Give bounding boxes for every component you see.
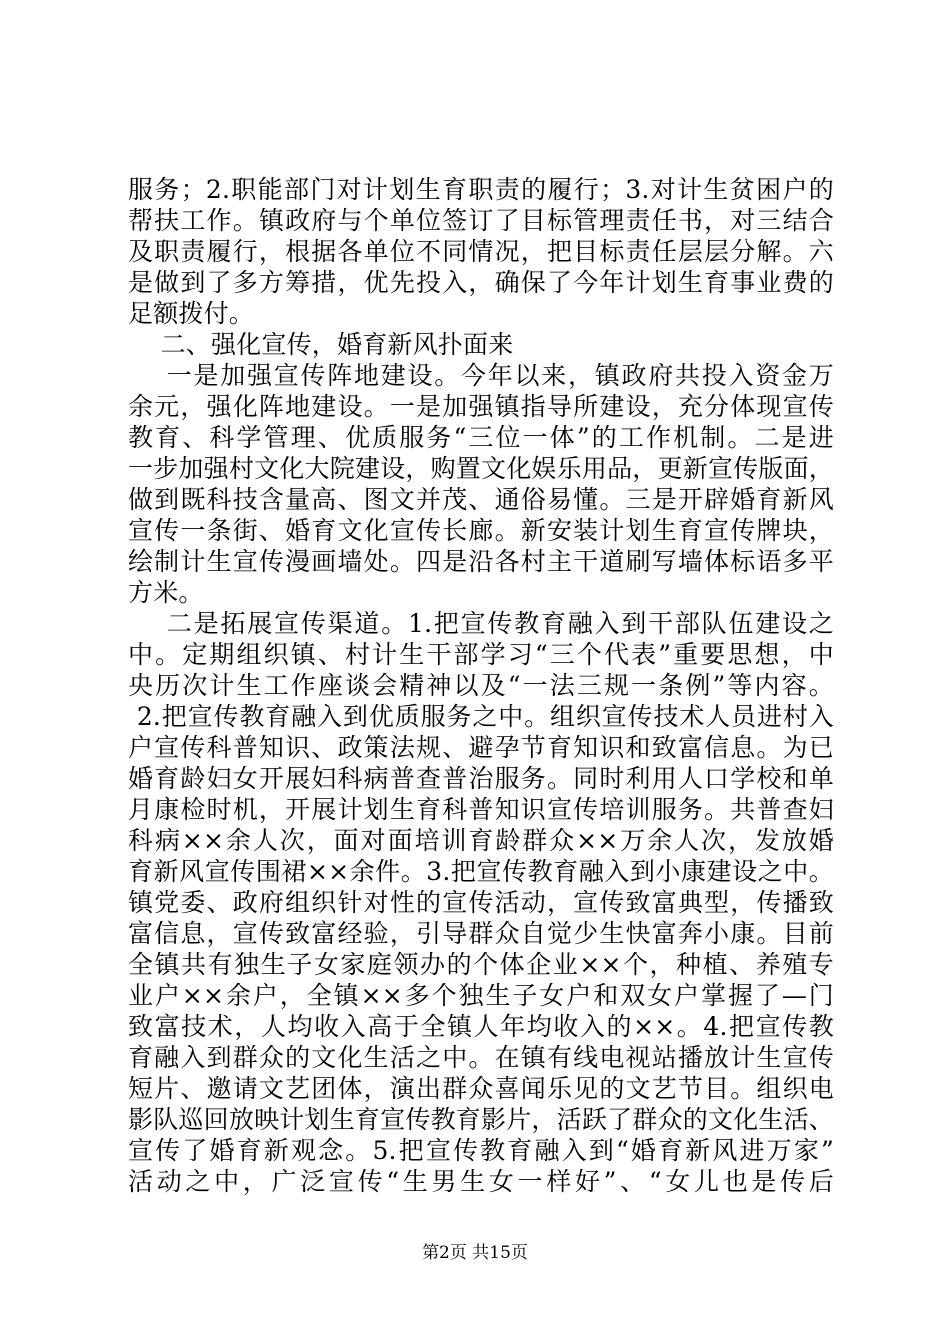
document-body [128,174,834,1197]
text-line: 帮扶工作。镇政府与个单位签订了目标管理责任书，对三结合 [128,206,834,235]
text-line: 一步加强村文化大院建设，购置文化娱乐用品，更新宣传版面， [128,454,834,483]
text-line: 婚育龄妇女开展妇科病普查普治服务。同时利用人口学校和单 [128,764,834,793]
text-line: 影队巡回放映计划生育宣传教育影片，活跃了群众的文化生活、 [128,1105,834,1134]
text-line: 余元，强化阵地建设。一是加强镇指导所建设，充分体现宣传 [128,392,834,421]
text-line: 教育、科学管理、优质服务“三位一体”的工作机制。二是进 [128,423,834,452]
text-line: 中。定期组织镇、村计生干部学习“三个代表”重要思想，中 [128,640,834,669]
text-line: 一是加强宣传阵地建设。今年以来，镇政府共投入资金万 [128,361,834,390]
text-line: 育融入到群众的文化生活之中。在镇有线电视站播放计生宣传 [128,1043,834,1072]
text-line: 全镇共有独生子女家庭领办的个体企业××个，种植、养殖专 [128,950,834,979]
text-line: 活动之中，广泛宣传“生男生女一样好”、“女儿也是传后 [128,1167,834,1196]
text-line: 央历次计生工作座谈会精神以及“一法三规一条例”等内容。 [128,671,834,700]
text-line: 致富技术，人均收入高于全镇人年均收入的××。4.把宣传教 [128,1012,834,1041]
text-line: 及职责履行，根据各单位不同情况，把目标责任层层分解。六 [128,237,834,266]
text-line: 育新风宣传围裙××余件。3.把宣传教育融入到小康建设之中。 [128,857,834,886]
text-line: 短片、邀请文艺团体，演出群众喜闻乐见的文艺节目。组织电 [128,1074,834,1103]
page-number-footer: 第2页 共15页 [422,1243,528,1263]
text-line: 做到既科技含量高、图文并茂、通俗易懂。三是开辟婚育新风 [128,485,834,514]
text-line: 2.把宣传教育融入到优质服务之中。组织宣传技术人员进村入 [128,702,834,731]
text-line: 富信息，宣传致富经验，引导群众自觉少生快富奔小康。目前 [128,919,834,948]
text-line: 足额拨付。 [128,299,255,328]
text-line: 业户××余户，全镇××多个独生子女户和双女户掌握了—门 [128,981,834,1010]
text-line: 宣传了婚育新观念。5.把宣传教育融入到“婚育新风进万家” [128,1136,834,1165]
text-line: 宣传一条街、婚育文化宣传长廊。新安装计划生育宣传牌块， [128,516,834,545]
text-line: 科病××余人次，面对面培训育龄群众××万余人次，发放婚 [128,826,834,855]
text-line: 户宣传科普知识、政策法规、避孕节育知识和致富信息。为已 [128,733,834,762]
section-heading: 二、强化宣传，婚育新风扑面来 [128,330,514,359]
text-line: 镇党委、政府组织针对性的宣传活动，宣传致富典型，传播致 [128,888,834,917]
text-line: 月康检时机，开展计划生育科普知识宣传培训服务。共普查妇 [128,795,834,824]
text-line: 服务；2.职能部门对计划生育职责的履行；3.对计生贫困户的 [128,175,834,204]
text-line: 是做到了多方筹措，优先投入，确保了今年计划生育事业费的 [128,268,834,297]
text-line: 绘制计生宣传漫画墙处。四是沿各村主干道刷写墙体标语多平 [128,547,834,576]
text-line: 方米。 [128,578,204,607]
text-line: 二是拓展宣传渠道。1.把宣传教育融入到干部队伍建设之 [128,609,834,638]
